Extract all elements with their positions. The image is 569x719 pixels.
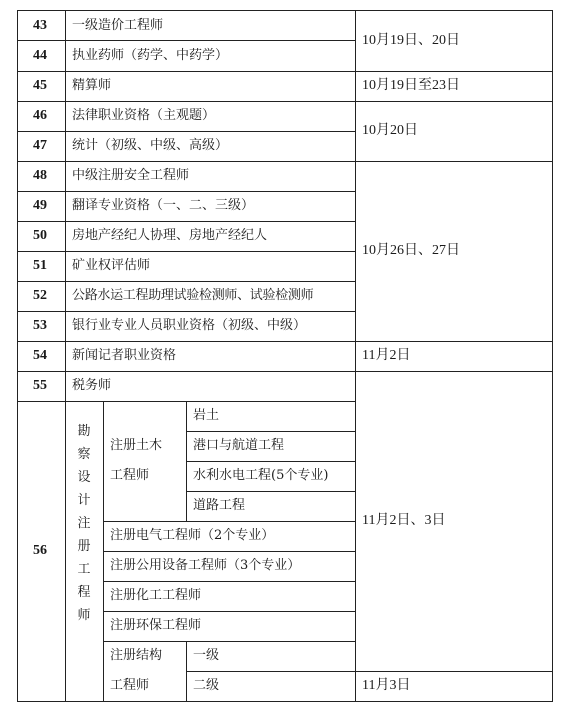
- civil-specialty: 道路工程: [193, 498, 246, 513]
- row-divider: [17, 311, 356, 312]
- exam-name: 税务师: [72, 378, 112, 393]
- civil-engineer-label: 工程师: [110, 468, 150, 483]
- exam-date: 11月2日、3日: [362, 513, 446, 528]
- exam-date: 10月19日、20日: [362, 33, 460, 48]
- civil-specialty: 岩土: [193, 408, 220, 423]
- row-divider: [103, 521, 356, 522]
- row-number: 53: [33, 318, 47, 333]
- row-divider: [186, 461, 356, 462]
- category-char: 师: [77, 608, 91, 623]
- structural-level: 二级: [193, 678, 220, 693]
- row-number: 54: [33, 348, 47, 363]
- exam-name: 房地产经纪人协理、房地产经纪人: [72, 228, 268, 243]
- row-divider: [103, 641, 356, 642]
- engineer-type: 注册环保工程师: [110, 618, 202, 633]
- exam-name: 统计（初级、中级、高级）: [72, 138, 229, 153]
- exam-date: 10月19日至23日: [362, 78, 460, 93]
- row-divider: [103, 611, 356, 612]
- exam-name: 精算师: [72, 78, 112, 93]
- category-char: 设: [77, 470, 91, 485]
- table-border-right: [552, 10, 553, 701]
- engineer-type: 注册电气工程师（2个专业）: [110, 528, 275, 543]
- exam-name: 执业药师（药学、中药学）: [72, 48, 229, 63]
- row-divider: [17, 161, 553, 162]
- exam-name: 法律职业资格（主观题）: [72, 108, 216, 123]
- category-char: 册: [77, 539, 91, 554]
- category-char: 工: [77, 562, 91, 577]
- row-divider: [17, 191, 356, 192]
- row-divider: [17, 71, 553, 72]
- exam-name: 翻译专业资格（一、二、三级）: [72, 198, 255, 213]
- row-divider: [103, 581, 356, 582]
- exam-date: 10月20日: [362, 123, 418, 138]
- row-number: 56: [33, 543, 47, 558]
- exam-date: 10月26日、27日: [362, 243, 460, 258]
- table-border-top: [17, 10, 553, 11]
- row-number: 46: [33, 108, 47, 123]
- row-divider: [17, 401, 356, 402]
- category-char: 勘: [77, 424, 91, 439]
- structural-engineer-label: 注册结构: [110, 648, 163, 663]
- exam-name: 一级造价工程师: [72, 18, 164, 33]
- structural-level: 一级: [193, 648, 220, 663]
- exam-name: 矿业权评估师: [72, 258, 151, 273]
- row-divider: [186, 431, 356, 432]
- exam-name: 公路水运工程助理试验检测师、试验检测师: [72, 288, 314, 303]
- row-number: 49: [33, 198, 47, 213]
- row-divider: [17, 40, 356, 41]
- table-border-bottom: [17, 701, 553, 702]
- column-divider: [355, 10, 356, 701]
- row-divider: [17, 131, 356, 132]
- exam-name: 新闻记者职业资格: [72, 348, 177, 363]
- exam-name: 银行业专业人员职业资格（初级、中级）: [72, 318, 307, 333]
- row-divider: [17, 251, 356, 252]
- row-number: 47: [33, 138, 47, 153]
- exam-date: 11月2日: [362, 348, 411, 363]
- structural-engineer-label: 工程师: [110, 678, 150, 693]
- civil-engineer-label: 注册土木: [110, 438, 163, 453]
- row-number: 43: [33, 18, 47, 33]
- engineer-type: 注册公用设备工程师（3个专业）: [110, 558, 301, 573]
- civil-specialty: 水利水电工程(5个专业): [193, 468, 329, 483]
- category-char: 注: [77, 516, 91, 531]
- row-divider: [17, 341, 553, 342]
- exam-date: 11月3日: [362, 678, 411, 693]
- row-number: 44: [33, 48, 47, 63]
- row-divider: [186, 671, 553, 672]
- row-divider: [17, 101, 553, 102]
- table-border-left: [17, 10, 18, 701]
- category-char: 程: [77, 585, 91, 600]
- row-number: 45: [33, 78, 47, 93]
- category-char: 计: [77, 493, 91, 508]
- row-number: 51: [33, 258, 47, 273]
- category-char: 察: [77, 447, 91, 462]
- row-divider: [17, 281, 356, 282]
- row-divider: [17, 371, 553, 372]
- row-number: 55: [33, 378, 47, 393]
- exam-name: 中级注册安全工程师: [72, 168, 190, 183]
- column-divider: [65, 10, 66, 701]
- row-number: 52: [33, 288, 47, 303]
- row-number: 50: [33, 228, 47, 243]
- row-divider: [103, 551, 356, 552]
- civil-specialty: 港口与航道工程: [193, 438, 285, 453]
- category-label-vertical: [76, 424, 92, 631]
- engineer-type: 注册化工工程师: [110, 588, 202, 603]
- row-divider: [186, 491, 356, 492]
- row-divider: [17, 221, 356, 222]
- row-number: 48: [33, 168, 47, 183]
